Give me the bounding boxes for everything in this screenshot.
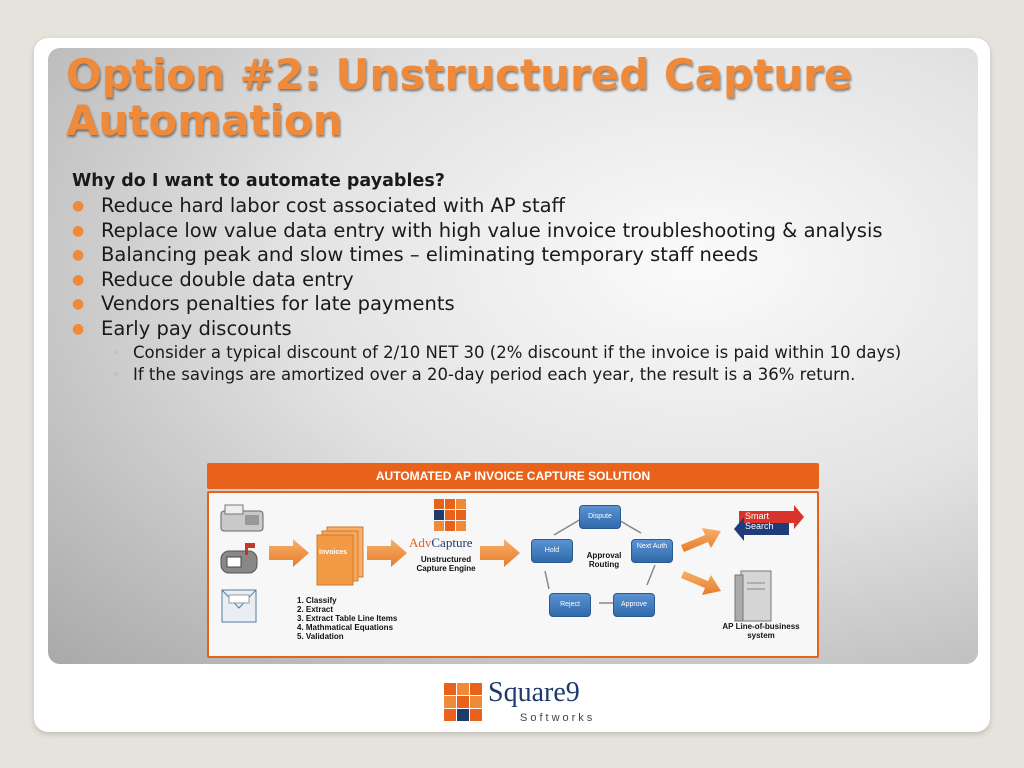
slide-title: Option #2: Unstructured Capture Automation: [66, 50, 853, 145]
step-item: 3. Extract Table Line Items: [297, 614, 398, 623]
bullet-dot-icon: ●: [72, 320, 85, 337]
routing-node-reject: Reject: [549, 593, 591, 617]
advcapture-logo-icon: [434, 499, 466, 531]
sub-bullet-item: ◦ If the savings are amortized over a 20-day period each year, the result is a 36% return.: [113, 364, 856, 384]
brand-name: Square9: [488, 677, 580, 708]
bullet-dot-icon: ●: [72, 198, 85, 214]
step-list: [297, 596, 397, 641]
arrow-to-smart-search-icon: [681, 528, 721, 552]
arrow-to-ap-system-icon: [681, 571, 721, 595]
sub-bullet-ring-icon: ◦: [113, 346, 120, 359]
routing-node-next-auth: Next Auth: [631, 539, 673, 563]
bullet-dot-icon: ●: [72, 222, 85, 239]
email-icon: [222, 590, 256, 622]
question-heading: Why do I want to automate payables?: [72, 171, 445, 191]
diagram-header: AUTOMATED AP INVOICE CAPTURE SOLUTION: [207, 463, 819, 489]
step-item: 2. Extract: [297, 605, 334, 614]
sub-bullet-ring-icon: ◦: [113, 367, 120, 381]
mailbox-icon: [221, 543, 257, 573]
bullet-item: ● Reduce hard labor cost associated with AP staff: [72, 194, 565, 217]
engine-label: Unstructured Capture Engine: [416, 555, 476, 573]
bullet-item: ● Reduce double data entry: [72, 267, 354, 291]
routing-node-dispute: Dispute: [579, 505, 621, 529]
server-icon: [735, 571, 771, 621]
arrow-to-invoices-icon: [269, 539, 309, 567]
fax-icon: [221, 505, 263, 531]
ap-system-label: AP Line-of-business system: [722, 622, 800, 640]
step-item: 5. Validation: [297, 632, 344, 641]
bullet-dot-icon: ●: [72, 247, 85, 263]
slide-content: [72, 170, 972, 384]
invoices-stack-icon: [317, 527, 363, 585]
routing-label: Approval Routing: [586, 551, 622, 569]
ap-capture-diagram: [207, 463, 819, 657]
sub-bullet-item: ◦ Consider a typical discount of 2/10 NET 30 (2% discount if the invoice is paid within 10 days): [113, 343, 902, 362]
advcapture-brand: AdvCapture: [409, 535, 473, 550]
bullet-item: ● Vendors penalties for late payments: [72, 292, 455, 315]
brand-subtitle: Softworks: [520, 712, 596, 724]
arrow-to-routing-icon: [480, 539, 520, 567]
bullet-item: ● Balancing peak and slow times – eliminating temporary staff needs: [72, 243, 759, 266]
invoices-label: Invoices: [319, 549, 348, 556]
smart-search-label: Smart Search: [745, 511, 774, 531]
bullet-dot-icon: ●: [72, 296, 85, 312]
arrow-to-engine-icon: [367, 539, 407, 567]
bullet-dot-icon: ●: [72, 271, 85, 288]
bullet-item: ● Early pay discounts: [72, 316, 292, 340]
step-item: 4. Mathmatical Equations: [297, 623, 394, 632]
bullet-item: ● Replace low value data entry with high value invoice troubleshooting & analysis: [72, 218, 883, 242]
diagram-body: [207, 491, 819, 658]
square9-logo-icon: [444, 683, 484, 723]
routing-node-hold: Hold: [531, 539, 573, 563]
step-item: 1. Classify: [297, 596, 337, 605]
routing-node-approve: Approve: [613, 593, 655, 617]
